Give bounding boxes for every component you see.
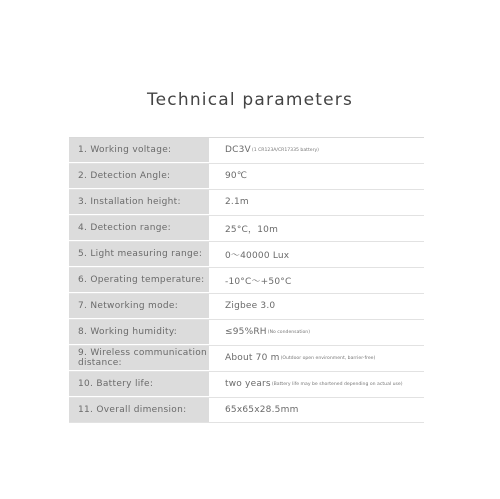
- spec-value: 25°C，10m: [225, 224, 279, 235]
- spec-value-cell: [209, 398, 424, 422]
- spec-value-cell: [209, 294, 424, 318]
- spec-row-networking-mode: [69, 293, 424, 318]
- spec-label: 3. Installation height:: [69, 190, 209, 214]
- spec-value-cell: [209, 164, 424, 188]
- spec-value: two years: [225, 379, 271, 389]
- spec-note: (Battery life may be shortened depending on actual use): [271, 381, 403, 387]
- spec-value-cell: [209, 346, 424, 370]
- spec-value: DC3V: [225, 145, 251, 155]
- spec-label: 1. Working voltage:: [69, 138, 209, 162]
- spec-row-battery-life: [69, 371, 424, 396]
- spec-label: 7. Networking mode:: [69, 294, 209, 318]
- spec-label: 4. Detection range:: [69, 216, 209, 240]
- spec-row-overall-dimension: [69, 397, 424, 423]
- spec-label: 2. Detection Angle:: [69, 164, 209, 188]
- spec-row-working-humidity: [69, 319, 424, 344]
- spec-value: Zigbee 3.0: [225, 301, 276, 311]
- spec-value: 2.1m: [225, 197, 249, 207]
- spec-label: 9. Wireless communication distance:: [69, 346, 209, 370]
- spec-label: 6. Operating temperature:: [69, 268, 209, 292]
- spec-value-cell: [209, 268, 424, 292]
- spec-value: 90℃: [225, 171, 248, 181]
- spec-value-cell: [209, 190, 424, 214]
- spec-row-detection-range: [69, 215, 424, 240]
- spec-value-cell: [209, 242, 424, 266]
- spec-note: (Outdoor open environment, barrier-free): [280, 355, 376, 361]
- spec-row-wireless-distance: [69, 345, 424, 370]
- spec-label: 8. Working humidity:: [69, 320, 209, 344]
- spec-row-light-measuring-range: [69, 241, 424, 266]
- spec-row-operating-temperature: [69, 267, 424, 292]
- spec-row-detection-angle: [69, 163, 424, 188]
- spec-note: (No condensation): [267, 329, 310, 335]
- spec-value: ≤95%RH: [225, 327, 267, 337]
- spec-note: (1 CR123A/CR17335 battery): [251, 147, 319, 153]
- spec-label: 11. Overall dimension:: [69, 398, 209, 422]
- page-title: Technical parameters: [146, 90, 354, 110]
- spec-value: About 70 m: [225, 353, 280, 363]
- spec-value: -10°C～+50°C: [225, 276, 292, 287]
- spec-value-cell: [209, 320, 424, 344]
- spec-row-installation-height: [69, 189, 424, 214]
- spec-value: 65x65x28.5mm: [225, 405, 299, 415]
- spec-row-working-voltage: [69, 137, 424, 162]
- spec-value: 0～40000 Lux: [225, 250, 290, 261]
- spec-value-cell: [209, 216, 424, 240]
- spec-table: [69, 137, 424, 424]
- spec-label: 5. Light measuring range:: [69, 242, 209, 266]
- spec-label: 10. Battery life:: [69, 372, 209, 396]
- spec-value-cell: [209, 372, 424, 396]
- spec-value-cell: [209, 138, 424, 162]
